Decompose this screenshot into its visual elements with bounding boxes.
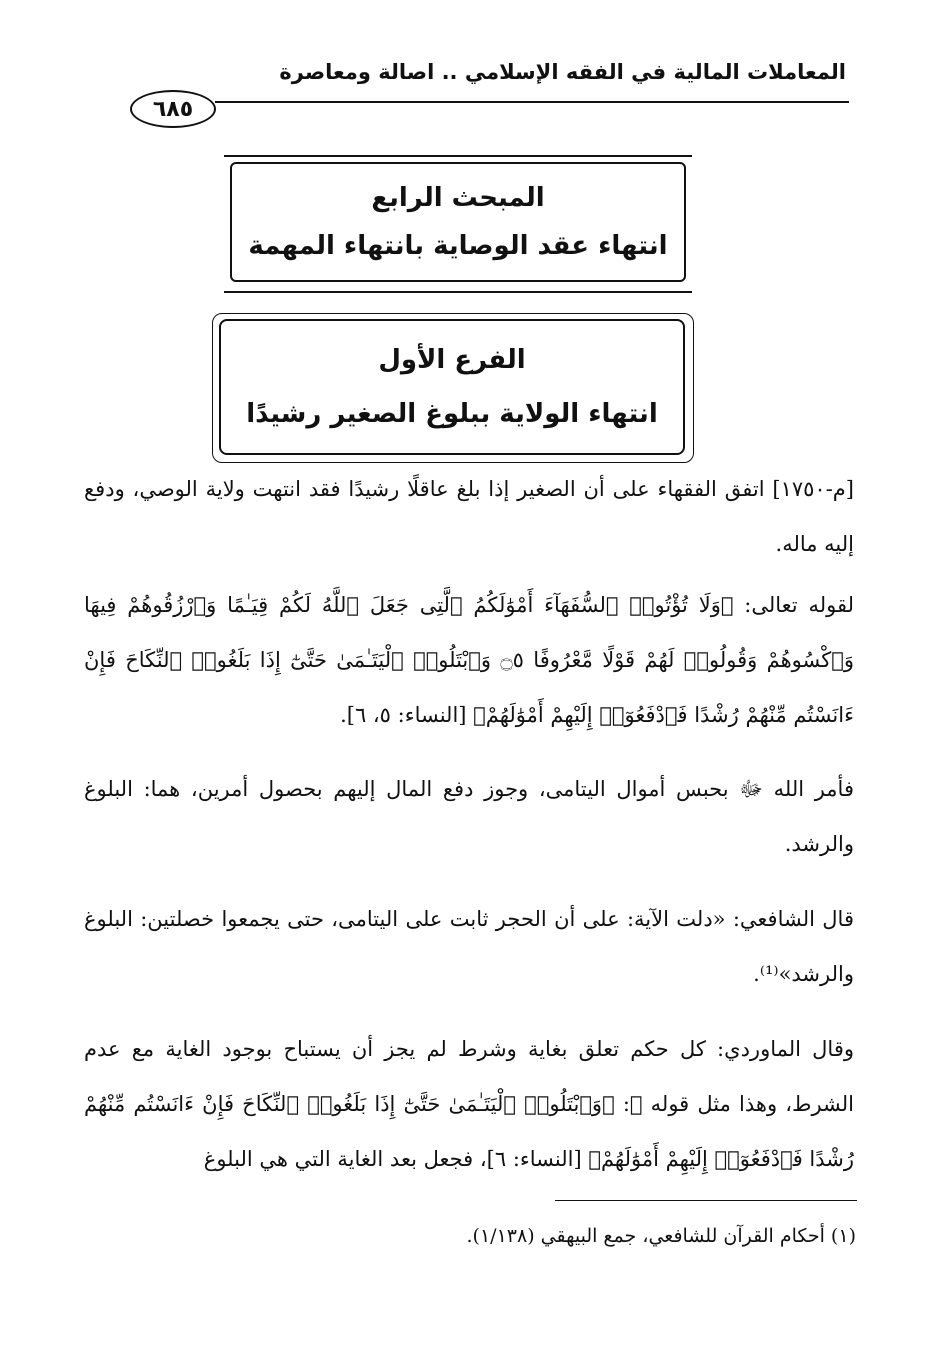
paragraph-shafii-quote: قال الشافعي: «دلت الآية: على أن الحجر ثابت على اليتامى، حتى يجمعوا خصلتين: البلوغ والرشد»⁽¹⁾. [84, 907, 854, 986]
page-number-badge: ٦٨٥ [130, 90, 216, 128]
running-header-title: المعاملات المالية في الفقه الإسلامي .. اصالة ومعاصرة [279, 60, 846, 84]
subsection-heading-box [219, 319, 685, 455]
section-heading-subtitle: انتهاء عقد الوصاية بانتهاء المهمة [248, 231, 668, 262]
footnote-separator [555, 1200, 857, 1201]
subsection-heading-subtitle: انتهاء الولاية ببلوغ الصغير رشيدًا [246, 399, 658, 429]
paragraph-divine-command: فأمر الله ﷻ بحبس أموال اليتامى، وجوز دفع المال إليهم بحصول أمرين، هما: البلوغ والرشد. [84, 777, 854, 856]
paragraph-mawardi-quote: وقال الماوردي: كل حكم تعلق بغاية وشرط لم يجز أن يستباح بوجود الغاية مع عدم الشرط، وهذا مثل قوله ﷻ: ﴿وَٱبْتَلُوا۟ ٱلْيَتَـٰمَىٰ حَتَّىٰٓ إِذَا بَلَغُوا۟ ٱلنِّكَاحَ فَإِنْ ءَانَسْتُم مِّنْهُمْ رُشْدًا فَٱدْفَعُوٓا۟ إِلَيْهِمْ أَمْوَٰلَهُمْ﴾ [النساء: ٦]، فجعل بعد الغاية التي هي البلوغ [84, 1037, 854, 1171]
paragraph-consensus: [م-١٧٥٠] اتفق الفقهاء على أن الصغير إذا بلغ عاقلًا رشيدًا فقد انتهت ولاية الوصي، ودفع إليه ماله. [84, 477, 854, 556]
section-heading-title: المبحث الرابع [371, 182, 545, 213]
footnote-1: (١) أحكام القرآن للشافعي، جمع البيهقي (١/١٣٨). [466, 1225, 856, 1247]
header-rule [215, 101, 849, 103]
subsection-heading-title: الفرع الأول [378, 345, 526, 375]
paragraph-quran-evidence: لقوله تعالى: ﴿وَلَا تُؤْتُوا۟ ٱلسُّفَهَآءَ أَمْوَٰلَكُمُ ٱلَّتِى جَعَلَ ٱللَّهُ لَكُمْ قِيَـٰمًا وَٱرْزُقُوهُمْ فِيهَا وَٱكْسُوهُمْ وَقُولُوا۟ لَهُمْ قَوْلًا مَّعْرُوفًا ۝٥ وَٱبْتَلُوا۟ ٱلْيَتَـٰمَىٰ حَتَّىٰٓ إِذَا بَلَغُوا۟ ٱلنِّكَاحَ فَإِنْ ءَانَسْتُم مِّنْهُمْ رُشْدًا فَٱدْفَعُوٓا۟ إِلَيْهِمْ أَمْوَٰلَهُمْ﴾ [النساء: ٥، ٦]. [84, 593, 854, 727]
section-heading-box [230, 162, 686, 282]
